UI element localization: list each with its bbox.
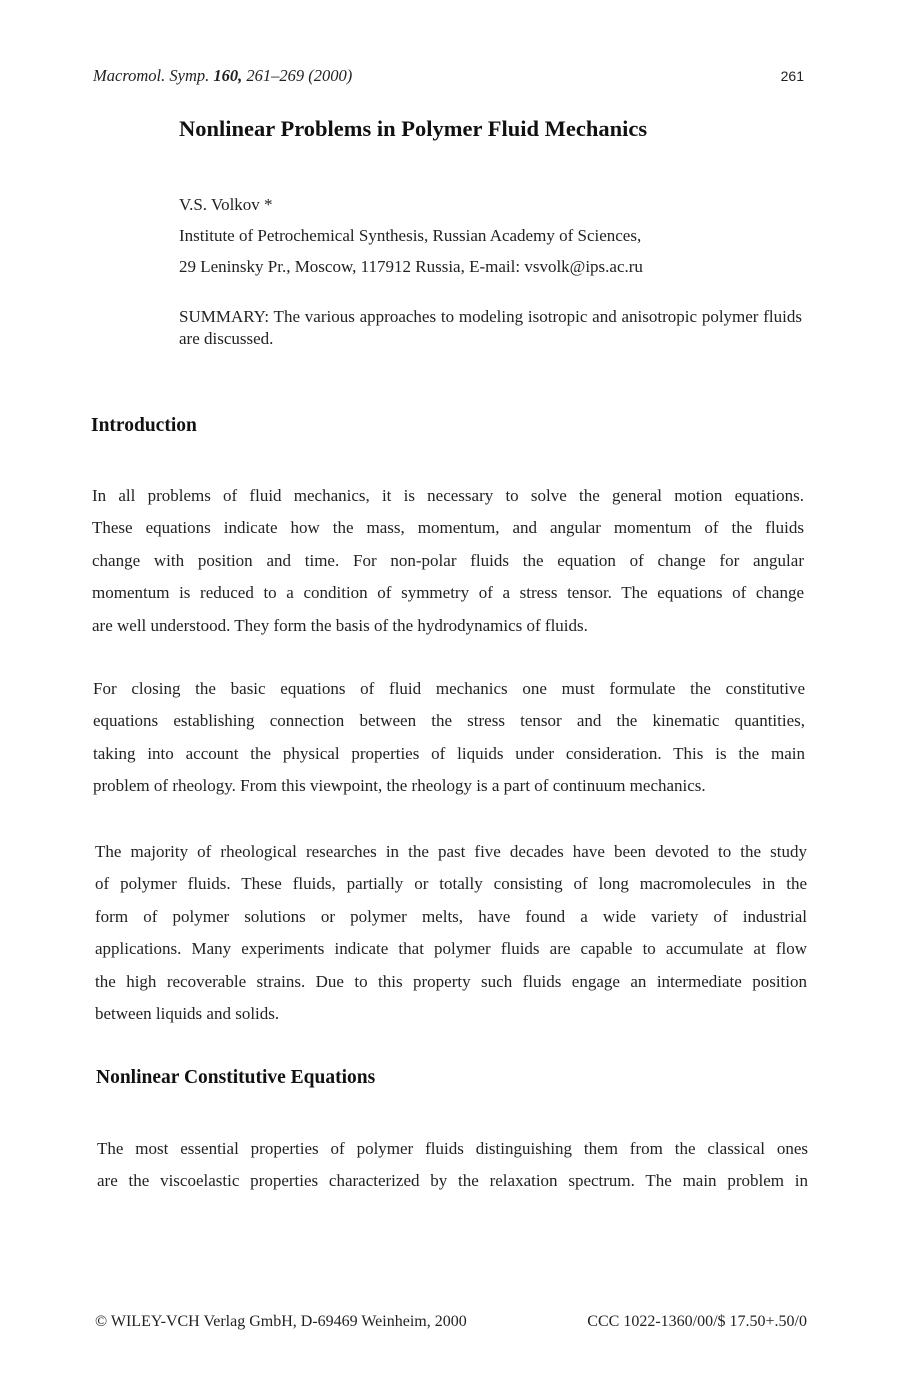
journal-name: Macromol. Symp. <box>93 66 210 85</box>
journal-pages-year: 261–269 (2000) <box>246 66 353 85</box>
paragraph-introduction-3 <box>95 836 807 1030</box>
text-line: are the viscoelastic properties characterized by the relaxation spectrum. The main problem in <box>97 1171 808 1191</box>
journal-volume: 160, <box>213 66 243 85</box>
text-line: are well understood. They form the basis of the hydrodynamics of fluids. <box>92 615 588 635</box>
text-line: momentum is reduced to a condition of symmetry of a stress tensor. The equations of change <box>92 583 804 603</box>
text-line: These equations indicate how the mass, momentum, and angular momentum of the fluids <box>92 518 804 538</box>
section-heading-introduction: Introduction <box>91 415 197 436</box>
copyright-notice: © WILEY-VCH Verlag GmbH, D-69469 Weinheim, 2000 <box>95 1313 467 1330</box>
author-block <box>179 189 643 282</box>
paragraph-nonlinear-1 <box>97 1133 808 1198</box>
paragraph-introduction-2 <box>93 673 805 803</box>
section-heading-nonlinear-constitutive-equations: Nonlinear Constitutive Equations <box>96 1067 376 1088</box>
text-line: the high recoverable strains. Due to this property such fluids engage an intermediate position <box>95 971 807 991</box>
journal-citation <box>93 66 352 86</box>
text-line: problem of rheology. From this viewpoint, the rheology is a part of continuum mechanics. <box>93 776 706 796</box>
article-title: Nonlinear Problems in Polymer Fluid Mechanics <box>179 116 648 141</box>
text-line: The majority of rheological researches in the past five decades have been devoted to the study <box>95 842 807 861</box>
summary: SUMMARY: The various approaches to modeling isotropic and anisotropic polymer fluids are discussed. <box>179 307 802 348</box>
text-line: change with position and time. For non-polar fluids the equation of change for angular <box>92 550 804 570</box>
text-line: taking into account the physical properties of liquids under consideration. This is the main <box>93 743 805 763</box>
page-number: 261 <box>780 68 804 84</box>
text-line: between liquids and solids. <box>95 1003 280 1023</box>
text-line: The most essential properties of polymer fluids distinguishing them from the classical ones <box>97 1139 808 1158</box>
text-line: form of polymer solutions or polymer melts, have found a wide variety of industrial <box>95 906 807 926</box>
text-line: For closing the basic equations of fluid mechanics one must formulate the constitutive <box>93 679 805 698</box>
text-line: In all problems of fluid mechanics, it is necessary to solve the general motion equations. <box>92 486 804 505</box>
author-name: V.S. Volkov * <box>179 195 273 214</box>
affiliation-line-2: 29 Leninsky Pr., Moscow, 117912 Russia, E-mail: vsvolk@ips.ac.ru <box>179 257 643 276</box>
text-line: of polymer fluids. These fluids, partially or totally consisting of long macromolecules in the <box>95 874 807 894</box>
paragraph-introduction-1 <box>92 480 804 642</box>
text-line: applications. Many experiments indicate that polymer fluids are capable to accumulate at flow <box>95 939 807 959</box>
text-line: equations establishing connection between the stress tensor and the kinematic quantities, <box>93 711 805 731</box>
ccc-code: CCC 1022-1360/00/$ 17.50+.50/0 <box>587 1313 807 1330</box>
affiliation-line-1: Institute of Petrochemical Synthesis, Russian Academy of Sciences, <box>179 226 642 245</box>
